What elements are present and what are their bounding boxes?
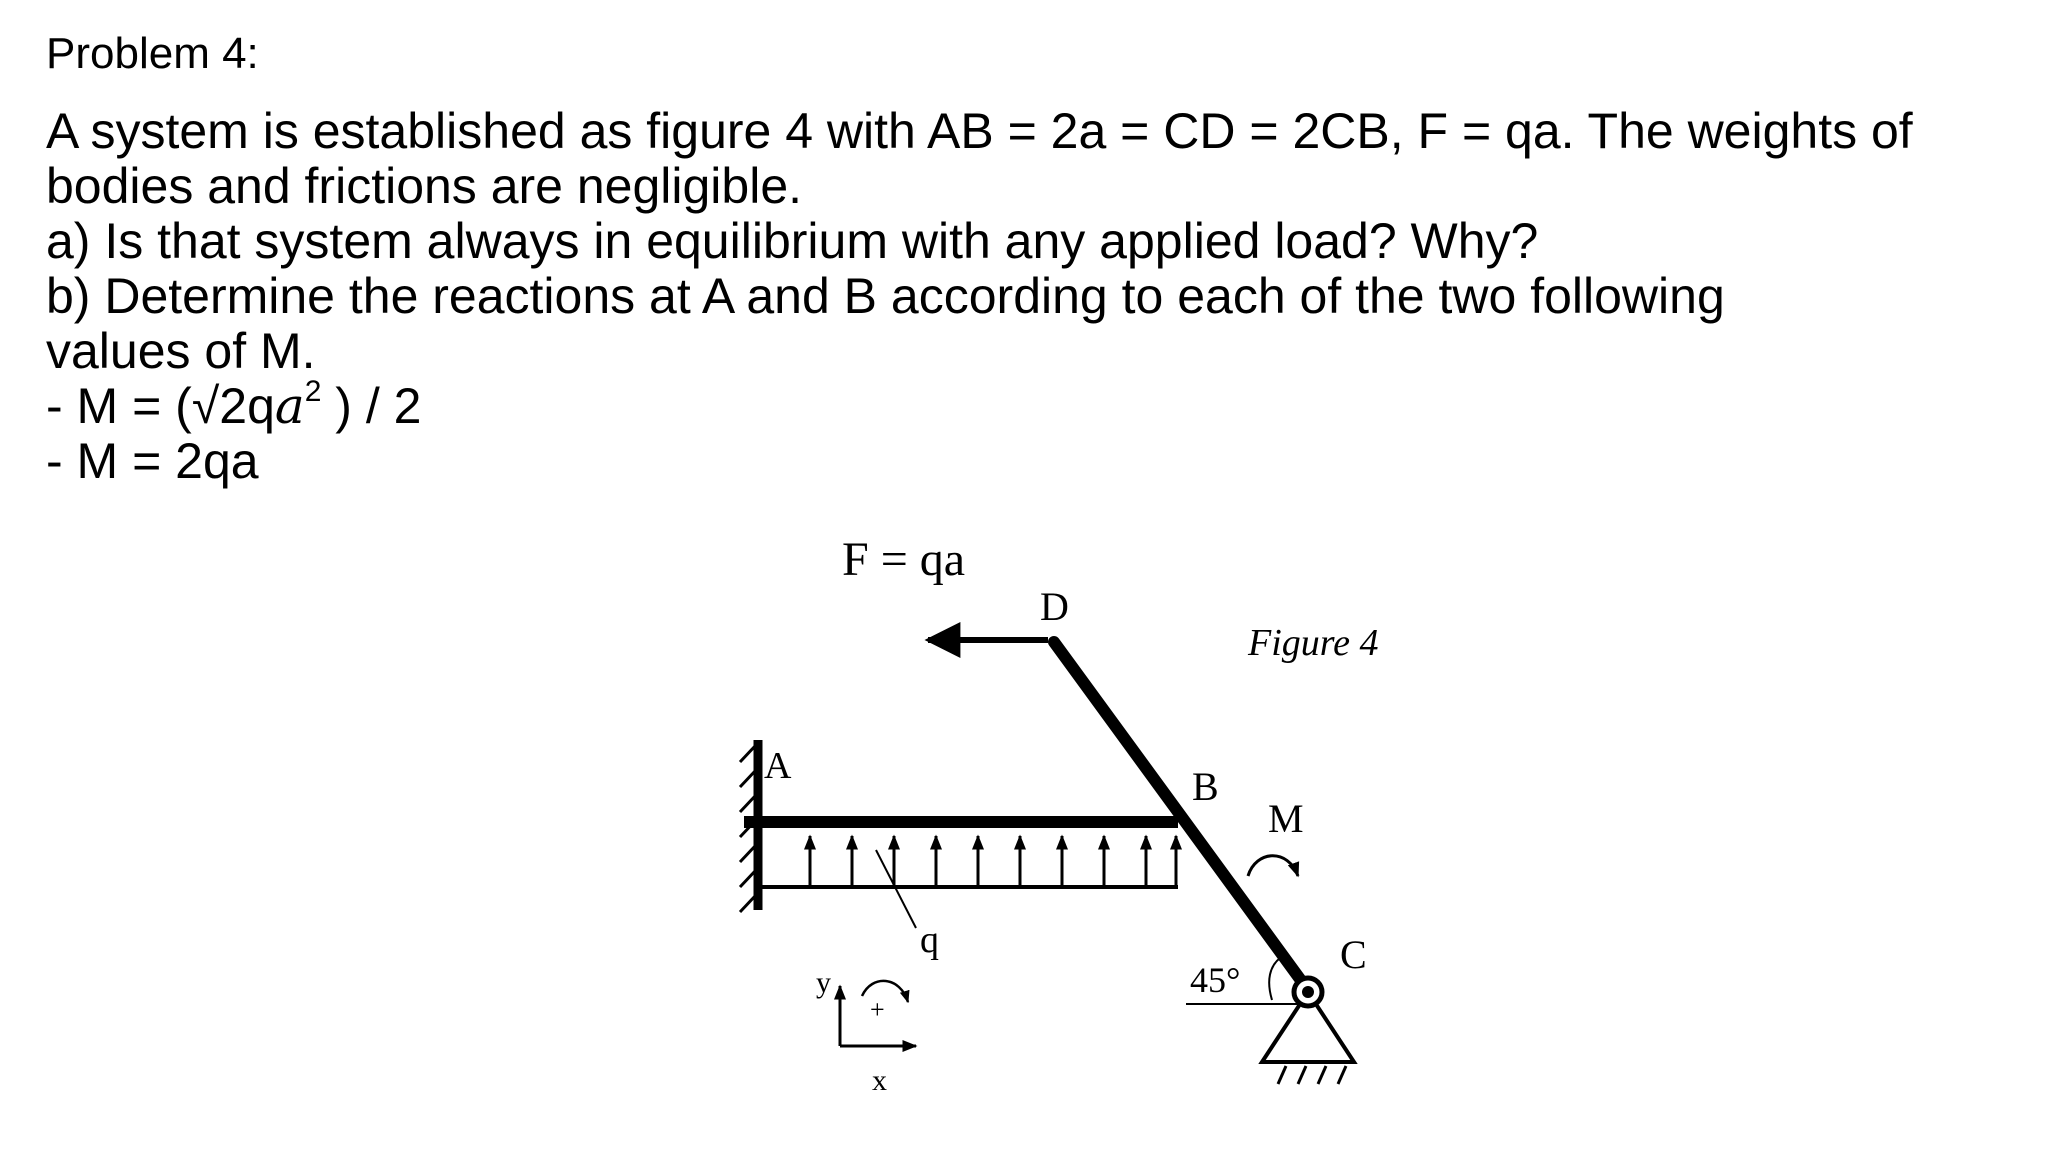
point-c-label: C [1340,932,1367,977]
part-b-question-line-2: values of M. [46,323,316,379]
moment-case-1-exponent: 2 [304,375,322,408]
force-label: F = qa [842,533,966,586]
x-axis-label: x [872,1064,887,1097]
moment-case-2: - M = 2qa [46,433,259,489]
distributed-load-arrows [810,836,1176,885]
part-a-question: a) Is that system always in equilibrium with any applied load? Why? [46,213,1539,269]
moment-case-1 [46,375,2006,435]
positive-rotation-arrow [862,981,908,1002]
point-a-label: A [764,745,792,787]
ground-hatching [1278,1066,1346,1084]
statement-line-2: bodies and frictions are negligible. [46,158,803,214]
figure-caption: Figure 4 [1248,622,1379,664]
moment-case-1-variable: a [274,377,305,435]
moment-case-1-suffix: ) / 2 [321,378,422,434]
mechanism-drawing [700,530,1460,1110]
moment-label: M [1268,796,1304,841]
pin-center [1302,986,1314,998]
problem-title: Problem 4: [46,29,259,78]
figure-4-diagram [700,530,1460,1110]
statement-line-1: A system is established as figure 4 with AB = 2a = CD = 2CB, F = qa. The weights of [46,103,1913,159]
moment-arrow [1248,856,1298,876]
point-b-label: B [1192,764,1219,809]
angle-label: 45° [1190,960,1241,1000]
point-d-label: D [1040,584,1069,629]
part-b-question-line-1: b) Determine the reactions at A and B according to each of the two following [46,268,1725,324]
problem-statement [46,104,2006,489]
load-q-label: q [920,919,939,961]
moment-case-1-prefix: - M = (√2q [46,378,275,434]
y-axis-label: y [816,966,831,999]
positive-sign: + [870,995,885,1024]
angle-arc [1269,958,1280,1000]
